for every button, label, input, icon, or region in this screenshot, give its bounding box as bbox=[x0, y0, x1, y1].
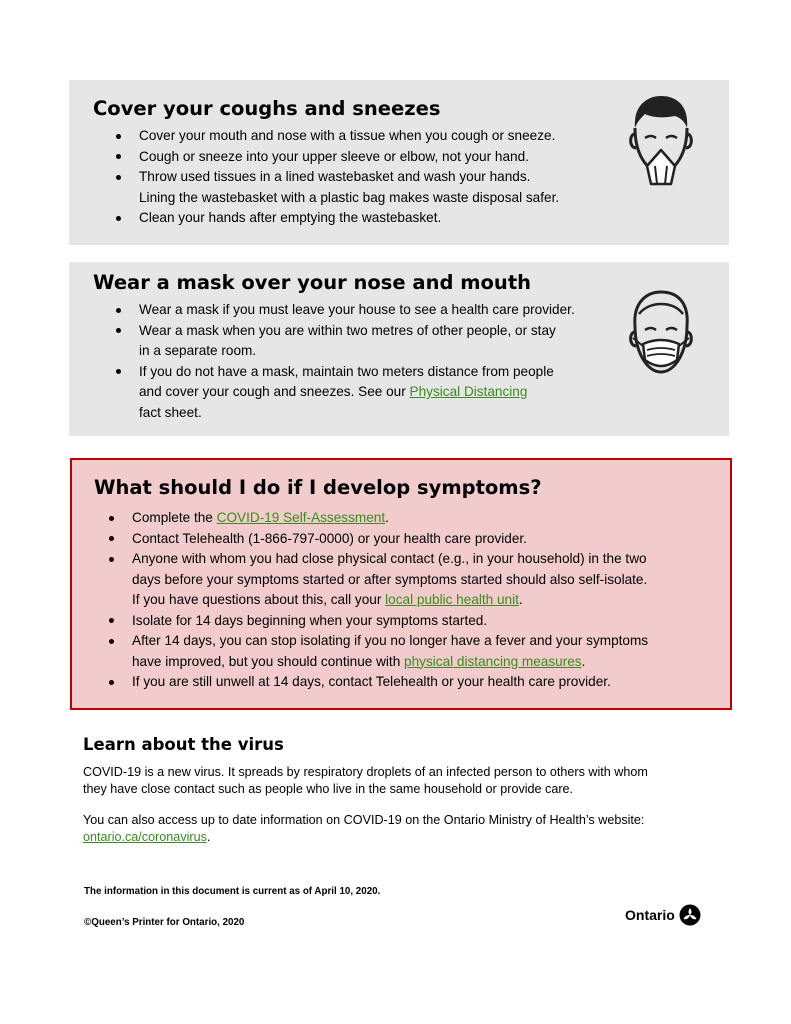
list-item bbox=[115, 167, 635, 208]
learn-paragraph-2 bbox=[83, 812, 723, 846]
symptoms-bullets bbox=[108, 508, 708, 693]
list-item: Contact Telehealth (1-866-797-0000) or your health care provider. bbox=[108, 529, 708, 550]
mask-section bbox=[69, 262, 729, 436]
list-item: Cover your mouth and nose with a tissue when you cough or sneeze. bbox=[115, 126, 635, 147]
list-item-text: . bbox=[518, 592, 523, 607]
physical-distancing-measures-link[interactable]: physical distancing measures bbox=[404, 653, 582, 669]
paragraph-line: COVID-19 is a new virus. It spreads by respiratory droplets of an infected person to others with whom bbox=[83, 765, 648, 779]
list-item-line: have improved, but you should continue with bbox=[132, 653, 405, 669]
list-item-line: in a separate room. bbox=[139, 343, 257, 358]
ontario-logo bbox=[625, 904, 701, 926]
current-as-of-note: The information in this document is current as of April 10, 2020. bbox=[84, 886, 381, 897]
list-item-line: Wear a mask when you are within two metres of other people, or stay bbox=[139, 322, 556, 338]
list-item-text: Complete the bbox=[132, 510, 217, 525]
list-item-line: and cover your cough and sneezes. See our bbox=[139, 384, 410, 399]
ontario-coronavirus-link[interactable]: ontario.ca/coronavirus bbox=[83, 830, 207, 844]
paragraph-line: You can also access up to date information on COVID-19 on the Ontario Ministry of Health’s website: bbox=[83, 813, 645, 827]
symptoms-alert-box bbox=[70, 458, 732, 710]
list-item-line: If you do not have a mask, maintain two meters distance from people bbox=[139, 363, 554, 379]
paragraph-text: . bbox=[206, 830, 211, 844]
face-mask-icon bbox=[625, 286, 697, 382]
list-item-line: If you have questions about this, call your bbox=[132, 592, 386, 607]
list-item-line: fact sheet. bbox=[139, 404, 202, 420]
public-health-unit-link[interactable]: local public health unit bbox=[385, 592, 519, 607]
list-item bbox=[108, 549, 708, 611]
list-item bbox=[108, 508, 708, 529]
mask-section-title: Wear a mask over your nose and mouth bbox=[93, 271, 532, 294]
list-item: If you are still unwell at 14 days, contact Telehealth or your health care provider. bbox=[108, 672, 708, 693]
cough-section-title: Cover your coughs and sneezes bbox=[93, 97, 441, 120]
copyright-note: ©Queen’s Printer for Ontario, 2020 bbox=[84, 917, 245, 928]
list-item: Wear a mask if you must leave your house to see a health care provider. bbox=[115, 300, 635, 321]
learn-section-title: Learn about the virus bbox=[83, 735, 284, 754]
cough-section bbox=[69, 80, 729, 245]
face-tissue-icon bbox=[625, 92, 697, 188]
list-item-text: . bbox=[581, 653, 586, 669]
list-item-text: . bbox=[385, 510, 389, 525]
mask-bullets bbox=[115, 300, 635, 423]
list-item bbox=[115, 321, 635, 362]
list-item: Clean your hands after emptying the wastebasket. bbox=[115, 208, 635, 229]
list-item-line: Anyone with whom you had close physical contact (e.g., in your household) in the two bbox=[132, 551, 647, 566]
list-item: Cough or sneeze into your upper sleeve or elbow, not your hand. bbox=[115, 147, 635, 168]
list-item-line: Throw used tissues in a lined wastebasket and wash your hands. bbox=[139, 169, 531, 184]
physical-distancing-link[interactable]: Physical Distancing bbox=[409, 384, 528, 399]
paragraph-line: they have close contact such as people who live in the same household or provide care. bbox=[83, 782, 574, 796]
cough-bullets bbox=[115, 126, 635, 229]
list-item-line: Lining the wastebasket with a plastic bag makes waste disposal safer. bbox=[139, 189, 560, 205]
self-assessment-link[interactable]: COVID-19 Self-Assessment bbox=[216, 510, 386, 525]
ontario-logo-text: Ontario bbox=[625, 907, 675, 923]
list-item: Isolate for 14 days beginning when your symptoms started. bbox=[108, 611, 708, 632]
list-item bbox=[108, 631, 708, 672]
list-item-line: days before your symptoms started or after symptoms started should also self-isolate. bbox=[132, 571, 648, 587]
list-item-line: After 14 days, you can stop isolating if you no longer have a fever and your symptoms bbox=[132, 633, 649, 648]
learn-paragraph-1 bbox=[83, 764, 723, 798]
symptoms-section-title: What should I do if I develop symptoms? bbox=[94, 476, 542, 499]
ontario-trillium-icon bbox=[679, 904, 701, 926]
list-item bbox=[115, 362, 635, 424]
